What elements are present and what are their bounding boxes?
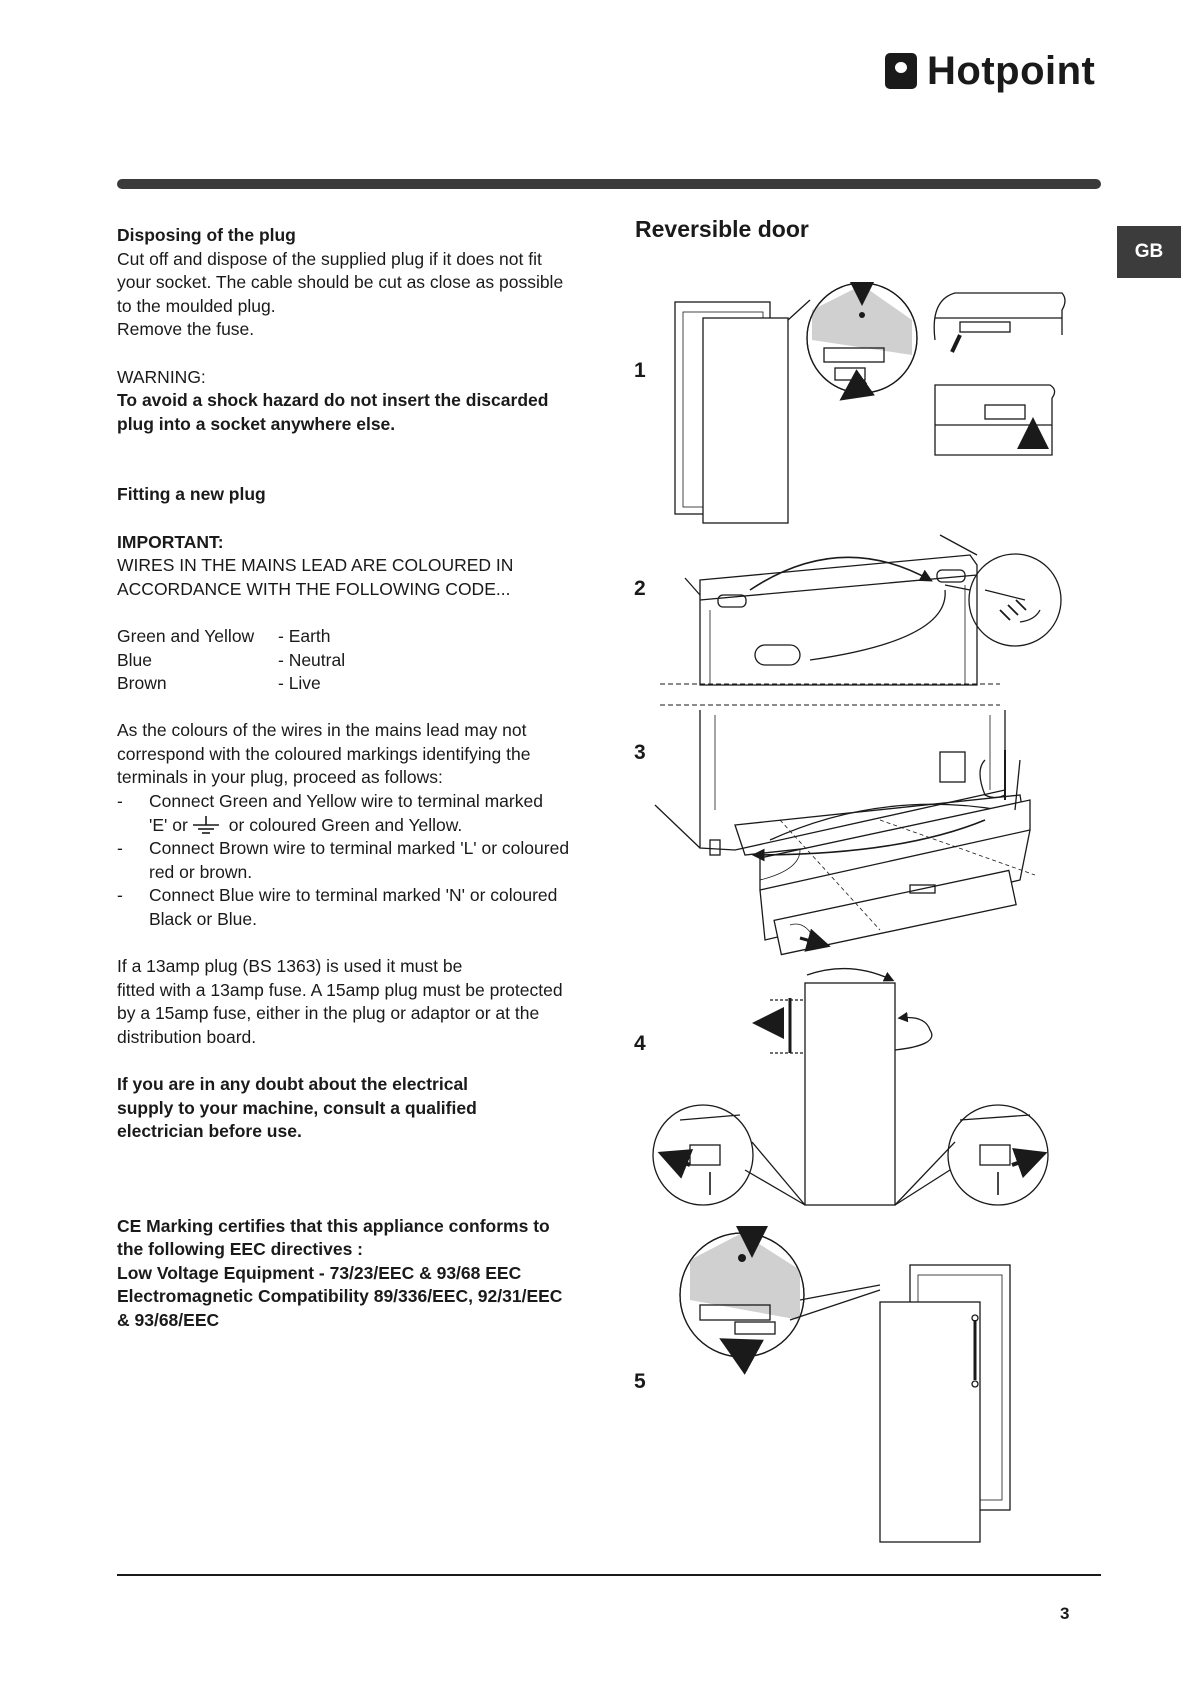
step-number-5: 5 (634, 1370, 646, 1393)
step-number-2: 2 (634, 577, 646, 600)
wire-code: - Neutral (278, 649, 346, 670)
text-line: or coloured Green and Yellow. (228, 814, 463, 835)
step-number-4: 4 (634, 1032, 646, 1055)
text-line: As the colours of the wires in the mains lead may not (117, 720, 527, 741)
wire-code: - Earth (278, 625, 331, 646)
wire-colour: Brown (117, 673, 167, 694)
section-title-fitting: Fitting a new plug (117, 484, 266, 505)
ce-line: CE Marking certifies that this appliance conforms to (117, 1215, 550, 1236)
text-line: red or brown. (149, 861, 253, 882)
doubt-line: electrician before use. (117, 1121, 302, 1142)
reversible-door-title: Reversible door (635, 216, 809, 242)
page-number: 3 (1060, 1604, 1070, 1623)
language-tab: GB (1117, 226, 1181, 278)
important-line: ACCORDANCE WITH THE FOLLOWING CODE... (117, 578, 511, 599)
step-5-illustration (680, 1228, 1010, 1542)
text-line: Connect Brown wire to terminal marked 'L' or coloured (149, 838, 570, 859)
step-2-illustration (685, 535, 1061, 685)
step-4-illustration (653, 969, 1048, 1205)
text-line: Remove the fuse. (117, 319, 255, 340)
text-line: by a 15amp fuse, either in the plug or adaptor or at the (117, 1003, 540, 1024)
ce-line: Low Voltage Equipment - 73/23/EEC & 93/68 EEC (117, 1262, 522, 1283)
text-line: Cut off and dispose of the supplied plug if it does not fit (117, 248, 542, 269)
ce-line: the following EEC directives : (117, 1239, 364, 1260)
important-line: WIRES IN THE MAINS LEAD ARE COLOURED IN (117, 555, 514, 576)
doubt-line: supply to your machine, consult a qualified (117, 1097, 477, 1118)
text-line: Connect Green and Yellow wire to terminal marked (149, 791, 543, 812)
step-3-illustration (655, 710, 1035, 955)
text-line: 'E' or (149, 814, 188, 835)
ce-line: & 93/68/EEC (117, 1309, 220, 1330)
brand-name: Hotpoint (927, 48, 1096, 93)
text-line: terminals in your plug, proceed as follows: (117, 767, 443, 788)
step-number-1: 1 (634, 359, 646, 382)
wire-code: - Live (278, 673, 321, 694)
warning-line: plug into a socket anywhere else. (117, 413, 396, 434)
text-line: distribution board. (117, 1027, 257, 1047)
step-number-3: 3 (634, 741, 646, 764)
footer-divider (117, 1574, 1101, 1576)
wire-colour: Blue (117, 649, 153, 670)
text-line: correspond with the coloured markings identifying the (117, 743, 531, 764)
text-line: fitted with a 13amp fuse. A 15amp plug must be protected (117, 979, 563, 1000)
doubt-line: If you are in any doubt about the electrical (117, 1074, 469, 1095)
ce-line: Electromagnetic Compatibility 89/336/EEC, 92/31/EEC (117, 1286, 563, 1307)
text-line: to the moulded plug. (117, 295, 276, 316)
warning-label: WARNING: (117, 366, 206, 387)
important-label: IMPORTANT: (117, 531, 224, 552)
step-1-illustration (675, 282, 1065, 523)
warning-line: To avoid a shock hazard do not insert the discarded (117, 390, 549, 411)
text-line: Connect Blue wire to terminal marked 'N' or coloured (149, 885, 558, 906)
text-line: your socket. The cable should be cut as close as possible (117, 272, 564, 293)
section-title-disposing: Disposing of the plug (117, 225, 296, 245)
text-line: Black or Blue. (149, 909, 257, 930)
wire-colour: Green and Yellow (117, 625, 255, 646)
text-line: If a 13amp plug (BS 1363) is used it must be (117, 956, 463, 977)
